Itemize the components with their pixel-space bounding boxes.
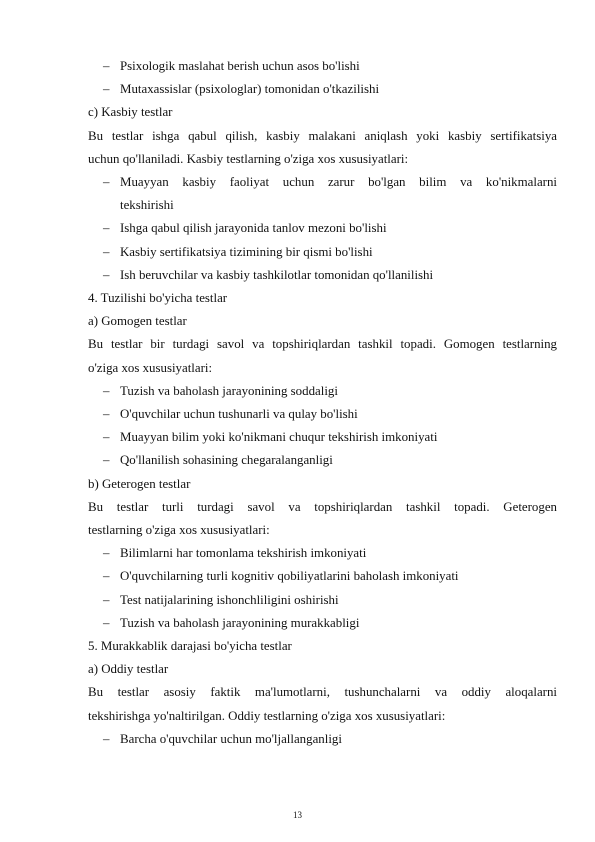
bullet-dash: –	[103, 268, 110, 282]
bullet-text: Mutaxassislar (psixologlar) tomonidan o'tkazilishi	[120, 82, 380, 96]
text-line: Bu testlar bir turdagi savol va topshiriqlardan tashkil topadi. Gomogen testlarning	[88, 337, 557, 351]
bullet-text: Barcha o'quvchilar uchun mo'ljallanganligi	[120, 732, 342, 746]
bullet-dash: –	[103, 59, 110, 73]
bullet-dash: –	[103, 175, 110, 189]
bullet-dash: –	[103, 221, 110, 235]
text-line: Bu testlar asosiy faktik ma'lumotlarni, tushunchalarni va oddiy aloqalarni	[88, 685, 557, 699]
bullet-dash: –	[103, 407, 110, 421]
bullet-text: Bilimlarni har tomonlama tekshirish imkoniyati	[120, 546, 367, 560]
bullet-dash: –	[103, 569, 110, 583]
text-line: o'ziga xos xususiyatlari:	[88, 361, 213, 375]
bullet-dash: –	[103, 430, 110, 444]
text-line: a) Oddiy testlar	[88, 662, 169, 676]
bullet-text: Muayyan kasbiy faoliyat uchun zarur bo'lgan bilim va ko'nikmalarni	[120, 175, 557, 189]
bullet-dash: –	[103, 82, 110, 96]
bullet-dash: –	[103, 245, 110, 259]
text-line: c) Kasbiy testlar	[88, 105, 173, 119]
bullet-continuation: tekshirishi	[120, 198, 174, 212]
bullet-text: Tuzish va baholash jarayonining soddaligi	[120, 384, 338, 398]
bullet-text: Kasbiy sertifikatsiya tizimining bir qismi bo'lishi	[120, 245, 373, 259]
text-line: Bu testlar turli turdagi savol va topshiriqlardan tashkil topadi. Geterogen	[88, 500, 557, 514]
text-line: b) Geterogen testlar	[88, 477, 191, 491]
text-line: uchun qo'llaniladi. Kasbiy testlarning o'ziga xos xususiyatlari:	[88, 152, 409, 166]
text-line: 5. Murakkablik darajasi bo'yicha testlar	[88, 639, 292, 653]
bullet-text: O'quvchilarning turli kognitiv qobiliyatlarini baholash imkoniyati	[120, 569, 459, 583]
text-line: tekshirishga yo'naltirilgan. Oddiy testlarning o'ziga xos xususiyatlari:	[88, 709, 446, 723]
bullet-text: Tuzish va baholash jarayonining murakkabligi	[120, 616, 360, 630]
bullet-dash: –	[103, 732, 110, 746]
bullet-text: Ish beruvchilar va kasbiy tashkilotlar tomonidan qo'llanilishi	[120, 268, 434, 282]
bullet-dash: –	[103, 384, 110, 398]
bullet-text: Qo'llanilish sohasining chegaralanganligi	[120, 453, 333, 467]
bullet-dash: –	[103, 546, 110, 560]
bullet-text: O'quvchilar uchun tushunarli va qulay bo'lishi	[120, 407, 358, 421]
bullet-dash: –	[103, 593, 110, 607]
bullet-dash: –	[103, 453, 110, 467]
text-line: 4. Tuzilishi bo'yicha testlar	[88, 291, 228, 305]
bullet-text: Muayyan bilim yoki ko'nikmani chuqur tekshirish imkoniyati	[120, 430, 438, 444]
bullet-text: Psixologik maslahat berish uchun asos bo'lishi	[120, 59, 360, 73]
text-line: testlarning o'ziga xos xususiyatlari:	[88, 523, 270, 537]
bullet-dash: –	[103, 616, 110, 630]
bullet-text: Ishga qabul qilish jarayonida tanlov mezoni bo'lishi	[120, 221, 387, 235]
page-number: 13	[293, 810, 302, 820]
bullet-text: Test natijalarining ishonchliligini oshirishi	[120, 593, 339, 607]
text-line: Bu testlar ishga qabul qilish, kasbiy malakani aniqlash yoki kasbiy sertifikatsiya	[88, 129, 557, 143]
text-line: a) Gomogen testlar	[88, 314, 187, 328]
